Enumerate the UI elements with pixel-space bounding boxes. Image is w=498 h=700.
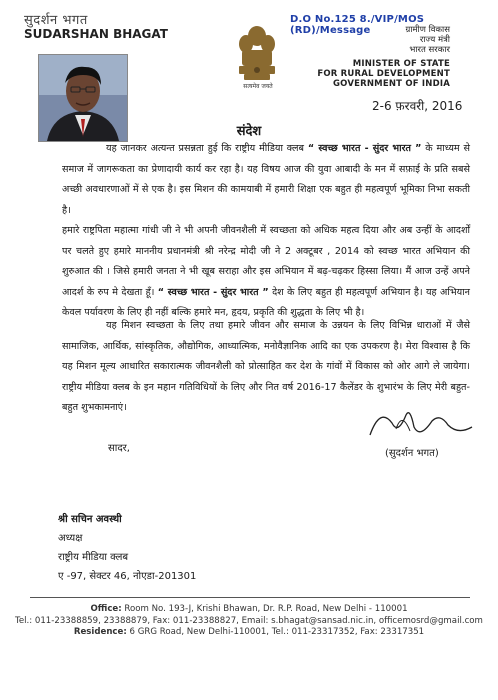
contact-line: Tel.: 011-23388859, 23388879, Fax: 011-23388827, Email: s.bhagat@sansad.nic.in, officemosrd@gmail.com (15, 615, 483, 626)
residence-address: 6 GRG Road, New Delhi-110001, Tel.: 011-23317352, Fax: 23317351 (126, 627, 425, 637)
designation-hindi-line: ग्रामीण विकास (405, 25, 450, 35)
designation-hindi-line: भारत सरकार (409, 45, 450, 55)
p2-text-c: देश के लिए बहुत ही महत्वपूर्ण अभियान है। यह अभियान केवल पर्यावरण के लिए ही नहीं बल्कि हमारे मन, हृदय, प्रकृति की शुद्धता के लिए भी है। (62, 286, 470, 318)
reference-number: D.O No.125 8./VIP/MOS (RD)/Message (290, 14, 425, 36)
p2-text-a: हमारे राष्ट्रपिता महात्मा गांधी जी ने भी अपनी जीवनशैली में स्वच्छता को अधिक महत्व दिया और अब उन्हीं के आदर्शों पर चलते हुए हमारे माननीय प्रधानमंत्री श्री नरेन्द्र मोदी जी ने 2 अक्टूबर , 2014 को स्वच्छ भारत अभियान की शुरुआत की । जिसे हमारी जनता ने भी खूब सराहा और इस अभियान में बढ़-चढ़कर हिस्सा लिया। मैं आज उन्हें अपने आदर्श के रुप मे देखता हूँ। (62, 225, 470, 298)
paragraph-2 (62, 221, 470, 324)
p2-campaign: “ स्वच्छ भारत - सुंदर भारत ” (157, 286, 269, 298)
addressee-block (58, 510, 196, 586)
closing-salutation: सादर, (108, 443, 130, 454)
p1-text-a: यह जानकर अत्यन्त प्रसन्नता हुई कि राष्ट्रीय मीडिया क्लब (106, 143, 308, 154)
addressee-name: श्री सचिन अवस्थी (58, 514, 122, 525)
paragraph-1 (62, 139, 470, 221)
letterhead-footer (0, 604, 498, 639)
residence-label: Residence: (73, 627, 127, 637)
addressee-org: राष्ट्रीय मीडिया क्लब (58, 552, 129, 563)
minister-name-english: SUDARSHAN BHAGAT (24, 27, 168, 41)
ministry-designation (310, 25, 450, 89)
p1-campaign: “ स्वच्छ भारत - सुंदर भारत ” (307, 143, 422, 154)
designation-hindi-line: राज्य मंत्री (419, 35, 450, 45)
addressee-title: अध्यक्ष (58, 533, 83, 544)
signatory-name: (सुदर्शन भगत) (385, 448, 439, 459)
designation-english-line: FOR RURAL DEVELOPMENT (317, 69, 450, 79)
minister-name-hindi: सुदर्शन भगत (24, 13, 88, 28)
designation-english-line: MINISTER OF STATE (352, 59, 450, 69)
addressee-address: ए -97, सेक्टर 46, नोएडा-201301 (58, 571, 197, 582)
letter-date: 2-6 फ़रवरी, 2016 (372, 99, 463, 113)
paragraph-3 (62, 316, 470, 419)
p1-text-c: के माध्यम से समाज में जागरूकता का प्रेणादायी कार्य कर रहा है। यह विषय आज की युवा आबादी के मन में सफ़ाई के प्रति सबसे अच्छी अवधारणाओं में से एक है। इस मिशन की कामयाबी में हमारी शिक्षा एक बहुत ही महत्वपूर्ण भूमिका निभा सकती है। (62, 143, 471, 216)
designation-english-line: GOVERNMENT OF INDIA (332, 79, 450, 89)
emblem-motto: सत्यमेव जयते (243, 83, 273, 90)
footer-divider (30, 597, 470, 598)
office-label: Office: (90, 604, 122, 614)
p3-text: यह मिशन स्वच्छता के लिए तथा हमारे जीवन और समाज के उन्नयन के लिए विभिन्न धाराओं में जैसे सामाजिक, आर्थिक, सांस्कृतिक, औद्योगिक, आध्यात्मिक, मनोवैज्ञानिक आदि का एक उपकरण है। मेरा विश्वास है कि यह मिशन मूल्य आधारित सकारात्मक जीवनशैली को प्रोत्साहित कर देश के गांवों में विकास को ओर आगे ले जायेगा। राष्ट्रीय मीडिया क्लब के इन महान गतिविधियों के लिए और नित वर्ष 2016-17 कैलेंडर के शुभारंभ के लिए मेरी बहुत-बहुत शुभकामनाएं। (62, 320, 470, 413)
office-address: Room No. 193-J, Krishi Bhawan, Dr. R.P. Road, New Delhi - 110001 (121, 604, 408, 614)
letter-heading: संदेश (236, 124, 262, 139)
